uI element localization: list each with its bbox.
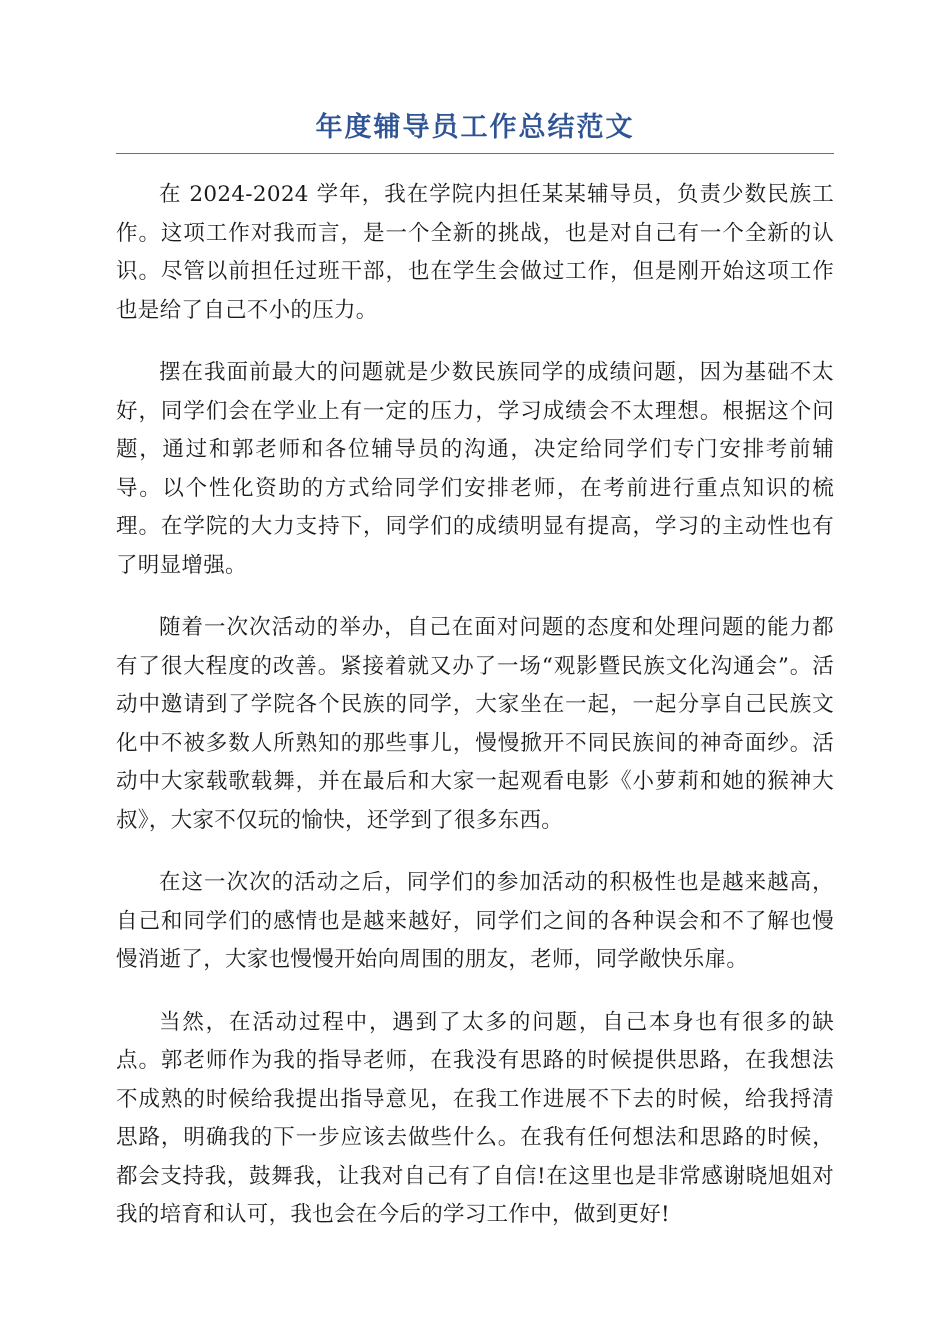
document-body: [116, 176, 834, 1235]
paragraph-3: 随着一次次活动的举办，自己在面对问题的态度和处理问题的能力都有了很大程度的改善。紧接着就又办了一场“观影暨民族文化沟通会”。活动中邀请到了学院各个民族的同学，大家坐在一起，一起分享自己民族文化中不被多数人所熟知的那些事儿，慢慢掀开不同民族间的神奇面纱。活动中大家载歌载舞，并在最后和大家一起观看电影《小萝莉和她的猴神大叔》，大家不仅玩的愉快，还学到了很多东西。: [116, 615, 834, 833]
document-page: [116, 108, 834, 1259]
paragraph-4: 在这一次次的活动之后，同学们的参加活动的积极性也是越来越高，自己和同学们的感情也是越来越好，同学们之间的各种误会和不了解也慢慢消逝了，大家也慢慢开始向周围的朋友，老师，同学敞快乐扉。: [116, 870, 834, 972]
document-title: 年度辅导员工作总结范文: [116, 108, 834, 154]
paragraph-1: 在 2024-2024 学年，我在学院内担任某某辅导员，负责少数民族工作。这项工作对我而言，是一个全新的挑战，也是对自己有一个全新的认识。尽管以前担任过班干部，也在学生会做过工作，但是刚开始这项工作也是给了自己不小的压力。: [116, 182, 834, 323]
paragraph-5: 当然，在活动过程中，遇到了太多的问题，自己本身也有很多的缺点。郭老师作为我的指导老师，在我没有思路的时候提供思路，在我想法不成熟的时候给我提出指导意见，在我工作进展不下去的时候，给我捋清思路，明确我的下一步应该去做些什么。在我有任何想法和思路的时候，都会支持我，鼓舞我，让我对自己有了自信!在这里也是非常感谢晓旭姐对我的培育和认可，我也会在今后的学习工作中，做到更好!: [116, 1009, 834, 1227]
paragraph-2: 摆在我面前最大的问题就是少数民族同学的成绩问题，因为基础不太好，同学们会在学业上有一定的压力，学习成绩会不太理想。根据这个问题，通过和郭老师和各位辅导员的沟通，决定给同学们专门安排考前辅导。以个性化资助的方式给同学们安排老师，在考前进行重点知识的梳理。在学院的大力支持下，同学们的成绩明显有提高，学习的主动性也有了明显增强。: [116, 360, 834, 578]
